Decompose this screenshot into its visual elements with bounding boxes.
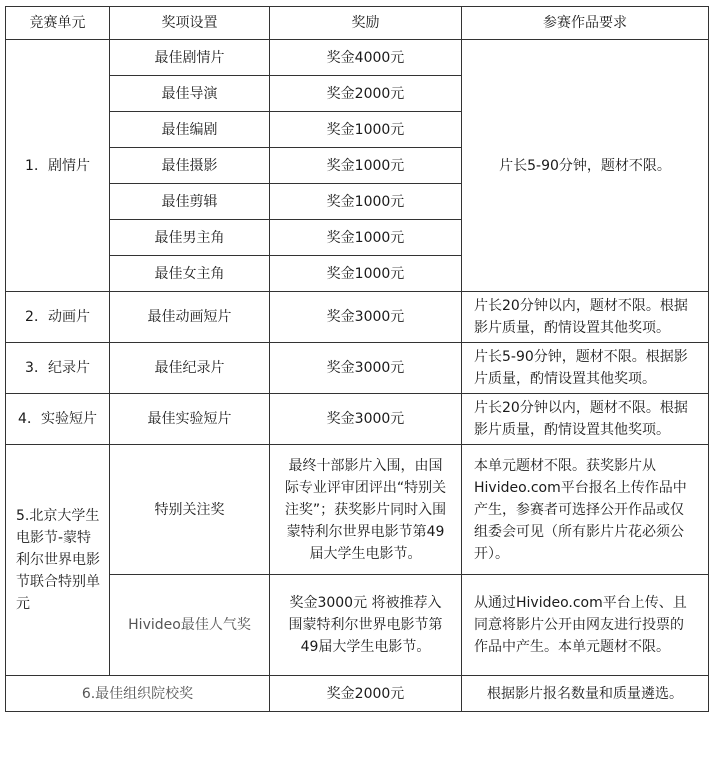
table-row	[6, 292, 709, 343]
unit-cell-animation: 2．动画片	[6, 292, 110, 343]
table-row	[6, 40, 709, 76]
prize-cell: 奖金3000元	[270, 292, 462, 343]
prize-cell: 奖金3000元	[270, 394, 462, 445]
award-cell: 最佳剧情片	[110, 40, 270, 76]
requirement-cell: 片长5-90分钟，题材不限。根据影片质量，酌情设置其他奖项。	[462, 343, 709, 394]
requirement-cell: 根据影片报名数量和质量遴选。	[462, 676, 709, 712]
prize-cell: 奖金2000元	[270, 76, 462, 112]
award-cell: 最佳男主角	[110, 220, 270, 256]
award-cell: 最佳摄影	[110, 148, 270, 184]
table-row	[6, 343, 709, 394]
requirement-cell-drama: 片长5-90分钟，题材不限。	[462, 40, 709, 292]
award-cell: 最佳女主角	[110, 256, 270, 292]
table-row	[6, 575, 709, 676]
prize-cell: 奖金4000元	[270, 40, 462, 76]
award-cell: 最佳编剧	[110, 112, 270, 148]
prize-cell: 奖金3000元	[270, 343, 462, 394]
requirement-cell: 从通过Hivideo.com平台上传、且同意将影片公开由网友进行投票的作品中产生。本单元题材不限。	[462, 575, 709, 676]
prize-cell: 奖金2000元	[270, 676, 462, 712]
unit-cell-college: 6.最佳组织院校奖	[6, 676, 270, 712]
prize-cell: 最终十部影片入围，由国际专业评审团评出“特别关注奖”；获奖影片同时入围蒙特利尔世界电影节第49届大学生电影节。	[270, 445, 462, 575]
award-cell: 最佳导演	[110, 76, 270, 112]
award-cell: Hivideo最佳人气奖	[110, 575, 270, 676]
award-cell: 最佳剪辑	[110, 184, 270, 220]
requirement-cell: 片长20分钟以内，题材不限。根据影片质量，酌情设置其他奖项。	[462, 394, 709, 445]
prize-cell: 奖金1000元	[270, 256, 462, 292]
header-row	[6, 7, 709, 40]
unit-cell-drama: 1．剧情片	[6, 40, 110, 292]
award-cell: 最佳纪录片	[110, 343, 270, 394]
prize-cell: 奖金1000元	[270, 148, 462, 184]
prize-cell: 奖金3000元 将被推荐入围蒙特利尔世界电影节第49届大学生电影节。	[270, 575, 462, 676]
table-row	[6, 394, 709, 445]
table-row	[6, 676, 709, 712]
prize-cell: 奖金1000元	[270, 220, 462, 256]
prize-cell: 奖金1000元	[270, 112, 462, 148]
table-row	[6, 445, 709, 575]
header-unit: 竞赛单元	[6, 7, 110, 40]
award-cell: 最佳实验短片	[110, 394, 270, 445]
requirement-cell: 片长20分钟以内，题材不限。根据影片质量，酌情设置其他奖项。	[462, 292, 709, 343]
award-cell: 最佳动画短片	[110, 292, 270, 343]
prize-cell: 奖金1000元	[270, 184, 462, 220]
unit-cell-special: 5.北京大学生电影节-蒙特利尔世界电影节联合特别单元	[6, 445, 110, 676]
header-award: 奖项设置	[110, 7, 270, 40]
requirement-cell: 本单元题材不限。获奖影片从Hivideo.com平台报名上传作品中产生，参赛者可选择公开作品或仅组委会可见（所有影片片花必须公开）。	[462, 445, 709, 575]
awards-table	[5, 6, 709, 712]
unit-cell-documentary: 3．纪录片	[6, 343, 110, 394]
header-requirement: 参赛作品要求	[462, 7, 709, 40]
header-prize: 奖励	[270, 7, 462, 40]
award-cell: 特别关注奖	[110, 445, 270, 575]
unit-cell-experimental: 4．实验短片	[6, 394, 110, 445]
